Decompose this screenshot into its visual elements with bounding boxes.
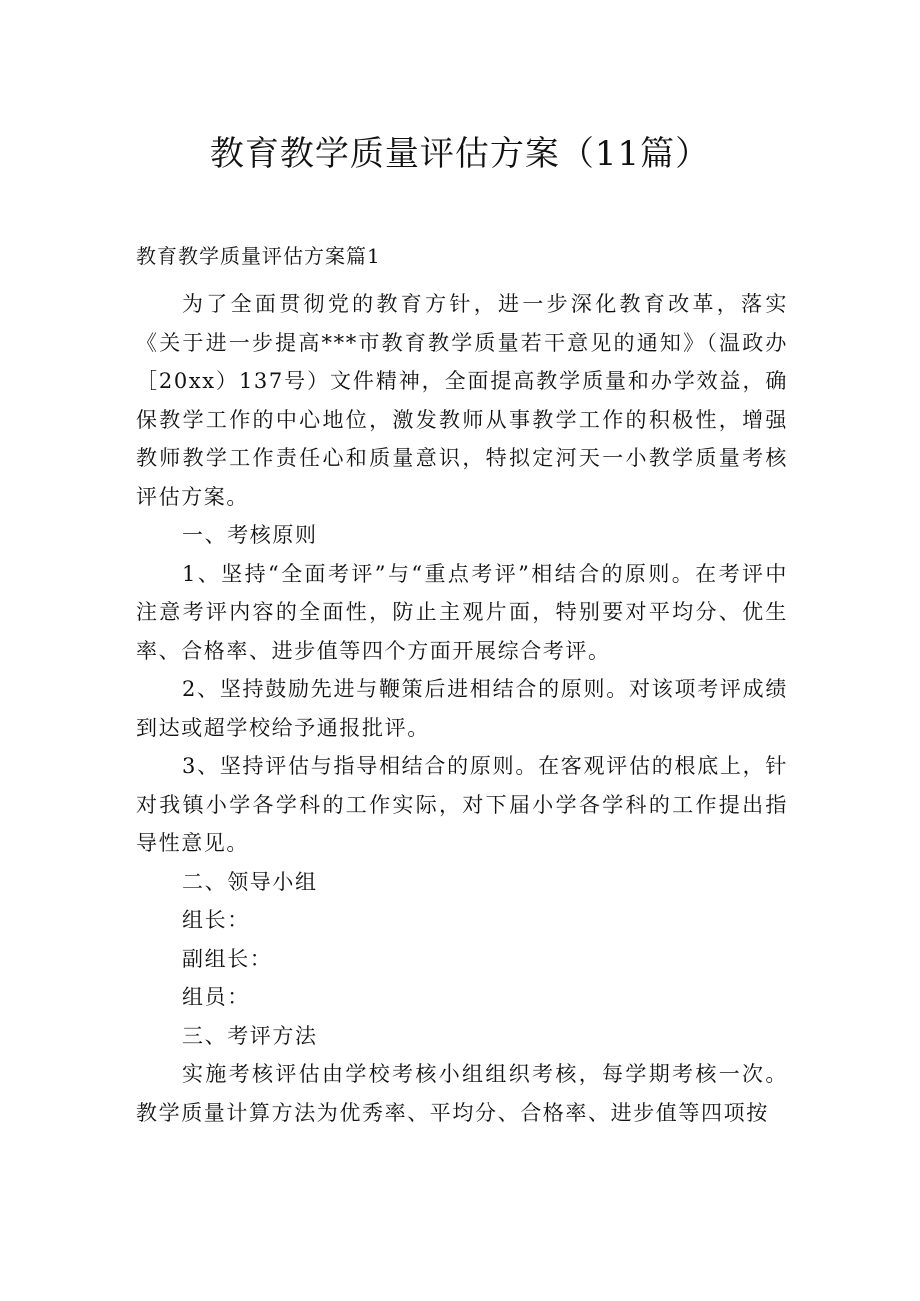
heading-assessment-principles: 一、考核原则	[182, 523, 318, 547]
document-title: 教育教学质量评估方案（11篇）	[209, 134, 711, 174]
intro-paragraph: 为了全面贯彻党的教育方针，进一步深化教育改革，落实《关于进一步提高***市教育教学质量若干意见的通知》（温政办［20xx）137号）文件精神，全面提高教学质量和办学效益，确保教学工作的中心地位，激发教师从事教学工作的积极性，增强教师教学工作责任心和质量意识，特拟定河天一小教学质量考核评估方案。	[136, 292, 788, 509]
group-leader-line: 组长：	[182, 908, 250, 932]
heading-evaluation-method: 三、考评方法	[182, 1023, 318, 1048]
principle-paragraph-2: 2、坚持鼓励先进与鞭策后进相结合的原则。对该项考评成绩到达或超学校给予通报批评。	[136, 677, 788, 740]
principle-paragraph-1: 1、坚持“全面考评”与“重点考评”相结合的原则。在考评中注意考评内容的全面性，防止主观片面，特别要对平均分、优生率、合格率、进步值等四个方面开展综合考评。	[136, 561, 788, 663]
section-heading: 教育教学质量评估方案篇1	[136, 244, 381, 268]
document-body	[136, 285, 788, 1132]
principle-paragraph-3: 3、坚持评估与指导相结合的原则。在客观评估的根底上，针对我镇小学各学科的工作实际，对下届小学各学科的工作提出指导性意见。	[136, 754, 788, 855]
deputy-leader-line: 副组长：	[182, 946, 273, 971]
evaluation-method-paragraph: 实施考核评估由学校考核小组组织考核，每学期考核一次。教学质量计算方法为优秀率、平均分、合格率、进步值等四项按	[136, 1062, 788, 1125]
heading-leadership-group: 二、领导小组	[182, 869, 318, 894]
group-members-line: 组员：	[182, 985, 250, 1009]
